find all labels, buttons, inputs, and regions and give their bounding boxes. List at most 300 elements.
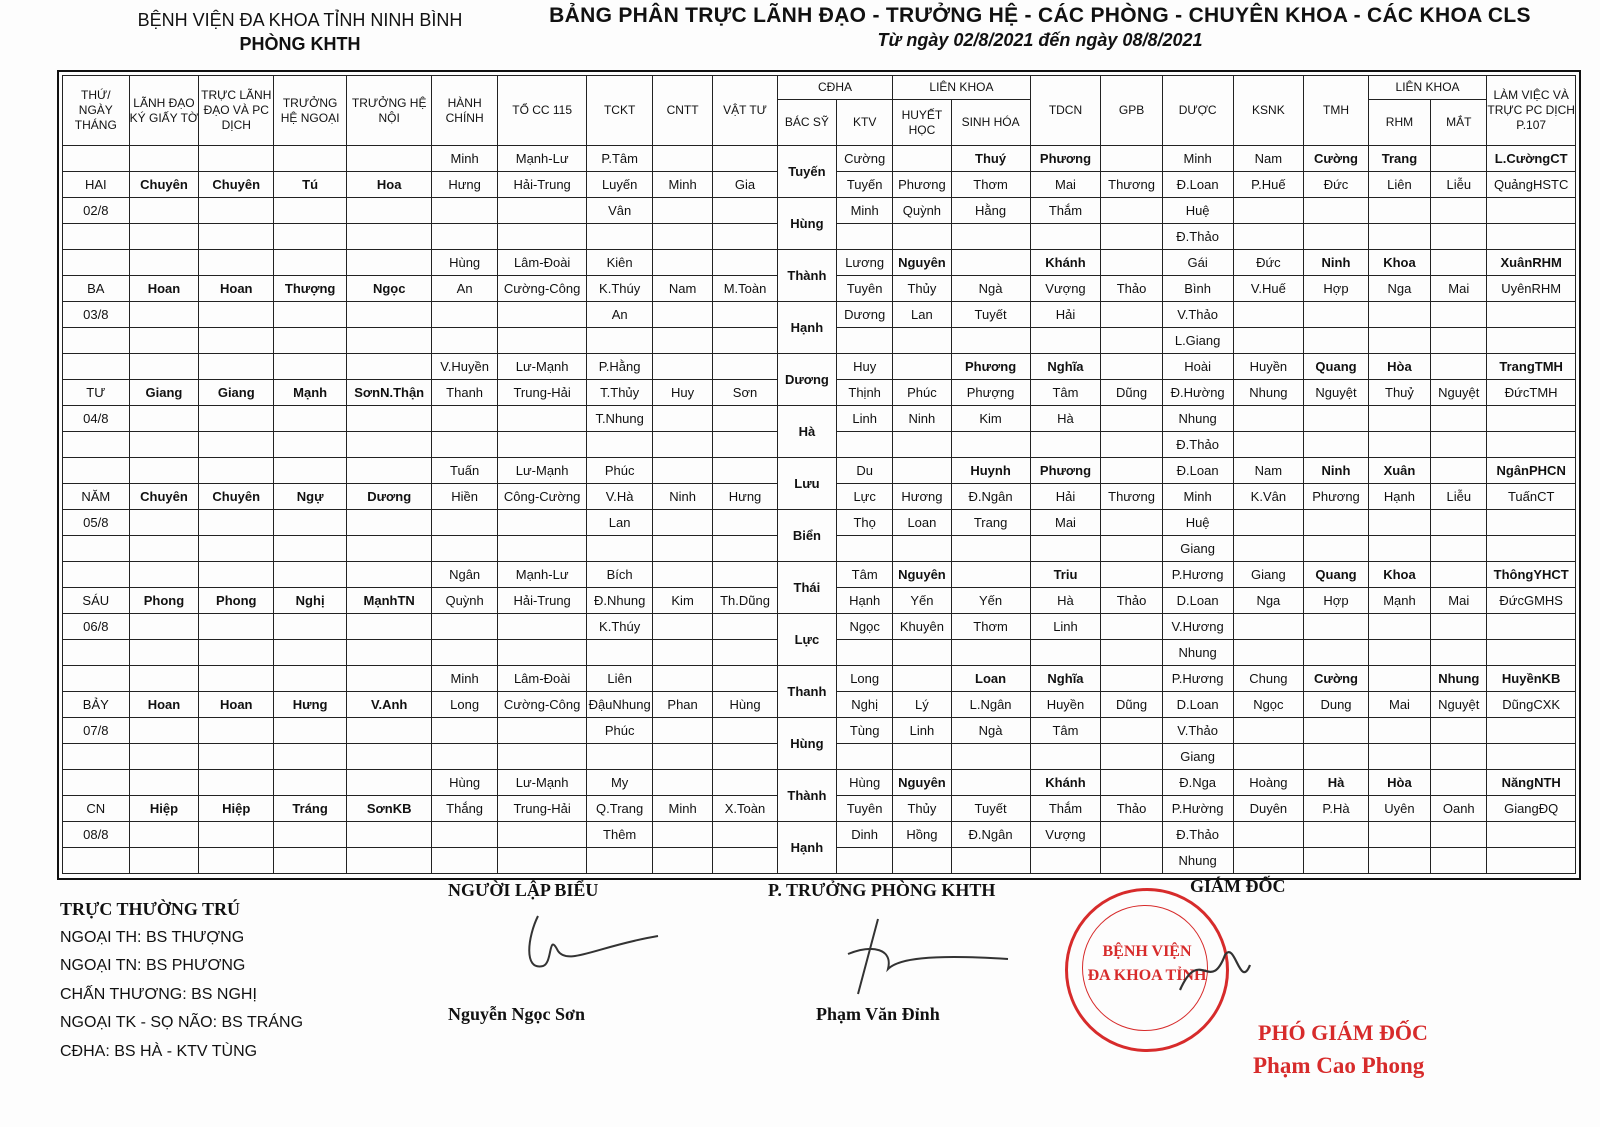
col-leader-duty: TRỰC LÃNH ĐẠO VÀ PC DỊCH bbox=[199, 76, 274, 146]
table-cell bbox=[63, 536, 130, 562]
duty-cell: Đ.Ngân bbox=[951, 484, 1030, 510]
duty-cell: Nam bbox=[652, 276, 712, 302]
duty-cell bbox=[1304, 536, 1369, 562]
duty-cell bbox=[652, 328, 712, 354]
duty-cell: Lương bbox=[837, 250, 893, 276]
duty-cell: ĐứcGMHS bbox=[1487, 588, 1576, 614]
duty-cell: Tuyến bbox=[837, 172, 893, 198]
duty-cell bbox=[951, 224, 1030, 250]
table-cell bbox=[129, 770, 199, 796]
duty-cell: My bbox=[587, 770, 653, 796]
table-cell bbox=[199, 406, 274, 432]
duty-cell bbox=[587, 640, 653, 666]
col-dental: RHM bbox=[1368, 100, 1430, 146]
surgery-head-cell: Tráng bbox=[274, 796, 347, 822]
duty-cell bbox=[713, 744, 778, 770]
duty-cell bbox=[1431, 198, 1487, 224]
col-biochemistry: SINH HÓA bbox=[951, 100, 1030, 146]
table-cell bbox=[347, 666, 432, 692]
duty-cell bbox=[1233, 198, 1304, 224]
duty-cell: Ninh bbox=[1304, 250, 1369, 276]
duty-cell bbox=[652, 718, 712, 744]
duty-cell: Hải-Trung bbox=[497, 588, 586, 614]
duty-cell bbox=[432, 198, 498, 224]
duty-cell: Thuý bbox=[951, 146, 1030, 172]
duty-cell bbox=[652, 536, 712, 562]
internal-head-cell: V.Anh bbox=[347, 692, 432, 718]
duty-cell: Đ.Nga bbox=[1162, 770, 1233, 796]
duty-cell: Nghĩa bbox=[1030, 666, 1101, 692]
duty-cell bbox=[1101, 614, 1162, 640]
imaging-doctor-cell: Hà bbox=[777, 406, 836, 458]
duty-cell: Ngân bbox=[432, 562, 498, 588]
day-date: 06/8 bbox=[63, 614, 130, 640]
duty-cell: Long bbox=[837, 666, 893, 692]
duty-cell: Tuấn bbox=[432, 458, 498, 484]
duty-cell: NgânPHCN bbox=[1487, 458, 1576, 484]
duty-cell bbox=[837, 640, 893, 666]
table-cell bbox=[347, 614, 432, 640]
duty-cell: Th.Dũng bbox=[713, 588, 778, 614]
duty-cell bbox=[652, 458, 712, 484]
duty-cell: V.Hương bbox=[1162, 614, 1233, 640]
duty-cell: Ninh bbox=[652, 484, 712, 510]
duty-cell bbox=[1431, 614, 1487, 640]
duty-cell bbox=[1368, 510, 1430, 536]
table-cell bbox=[347, 302, 432, 328]
duty-cell bbox=[951, 328, 1030, 354]
imaging-doctor-cell: Tuyến bbox=[777, 146, 836, 198]
duty-cell: Thơm bbox=[951, 614, 1030, 640]
duty-cell: Giang bbox=[1162, 536, 1233, 562]
table-cell bbox=[274, 458, 347, 484]
surgery-head-cell: Mạnh bbox=[274, 380, 347, 406]
day-date: 08/8 bbox=[63, 822, 130, 848]
duty-cell bbox=[497, 822, 586, 848]
duty-cell: Nam bbox=[1233, 146, 1304, 172]
leader-sign-cell: Hoan bbox=[129, 692, 199, 718]
duty-cell: Linh bbox=[893, 718, 951, 744]
duty-cell: Đ.Loan bbox=[1162, 458, 1233, 484]
duty-cell bbox=[837, 328, 893, 354]
duty-cell bbox=[1101, 302, 1162, 328]
duty-cell bbox=[1487, 744, 1576, 770]
duty-cell bbox=[1101, 640, 1162, 666]
duty-cell: Hải-Trung bbox=[497, 172, 586, 198]
duty-cell: NăngNTH bbox=[1487, 770, 1576, 796]
table-cell bbox=[199, 536, 274, 562]
col-day: THỨ/ NGÀY THÁNG bbox=[63, 76, 130, 146]
duty-cell bbox=[1233, 406, 1304, 432]
table-cell bbox=[199, 328, 274, 354]
duty-cell bbox=[1304, 640, 1369, 666]
duty-cell: Ngọc bbox=[1233, 692, 1304, 718]
duty-cell bbox=[652, 770, 712, 796]
duty-cell bbox=[1368, 432, 1430, 458]
duty-cell bbox=[713, 328, 778, 354]
table-cell bbox=[129, 822, 199, 848]
col-tdcn: TDCN bbox=[1030, 76, 1101, 146]
table-cell bbox=[129, 536, 199, 562]
duty-cell bbox=[1304, 510, 1369, 536]
duty-cell bbox=[951, 562, 1030, 588]
table-row bbox=[63, 458, 1576, 484]
duty-cell bbox=[1304, 718, 1369, 744]
duty-cell: Gái bbox=[1162, 250, 1233, 276]
table-cell bbox=[199, 822, 274, 848]
table-cell bbox=[63, 432, 130, 458]
duty-cell bbox=[1368, 614, 1430, 640]
duty-cell: Lý bbox=[893, 692, 951, 718]
duty-cell: Huyền bbox=[1030, 692, 1101, 718]
table-cell bbox=[199, 198, 274, 224]
duty-cell: Yến bbox=[951, 588, 1030, 614]
leader-duty-cell: Chuyên bbox=[199, 484, 274, 510]
duty-cell: Thắng bbox=[432, 796, 498, 822]
table-cell bbox=[274, 562, 347, 588]
duty-cell: Lâm-Đoài bbox=[497, 250, 586, 276]
table-cell bbox=[199, 354, 274, 380]
duty-cell: Uyên bbox=[1368, 796, 1430, 822]
duty-cell bbox=[837, 848, 893, 874]
col-gpb: GPB bbox=[1101, 76, 1162, 146]
duty-cell: Thương bbox=[1101, 484, 1162, 510]
duty-cell: Phương bbox=[893, 172, 951, 198]
duty-cell bbox=[1101, 198, 1162, 224]
duty-cell bbox=[652, 250, 712, 276]
duty-cell bbox=[713, 302, 778, 328]
duty-cell: Quang bbox=[1304, 562, 1369, 588]
duty-cell: Ninh bbox=[1304, 458, 1369, 484]
duty-cell bbox=[1368, 536, 1430, 562]
duty-cell: Kiên bbox=[587, 250, 653, 276]
duty-cell: Vượng bbox=[1030, 276, 1101, 302]
duty-cell bbox=[837, 744, 893, 770]
duty-cell: K.Thúy bbox=[587, 614, 653, 640]
duty-cell: Linh bbox=[837, 406, 893, 432]
vice-director-name: Phạm Cao Phong bbox=[1253, 1053, 1425, 1078]
duty-cell: Trung-Hải bbox=[497, 380, 586, 406]
duty-cell bbox=[893, 666, 951, 692]
duty-cell bbox=[1368, 848, 1430, 874]
duty-cell: Ngà bbox=[951, 718, 1030, 744]
surgery-head-cell: Tú bbox=[274, 172, 347, 198]
duty-cell bbox=[1304, 432, 1369, 458]
table-cell bbox=[199, 146, 274, 172]
day-date: 05/8 bbox=[63, 510, 130, 536]
duty-cell: Mai bbox=[1431, 276, 1487, 302]
table-cell bbox=[129, 458, 199, 484]
duty-cell: Du bbox=[837, 458, 893, 484]
duty-cell: L.CườngCT bbox=[1487, 146, 1576, 172]
duty-cell: Ngà bbox=[951, 276, 1030, 302]
note-line: NGOẠI TN: BS PHƯƠNG bbox=[60, 957, 246, 974]
duty-cell: Long bbox=[432, 692, 498, 718]
duty-cell bbox=[1431, 770, 1487, 796]
duty-cell: Đ.Hường bbox=[1162, 380, 1233, 406]
imaging-doctor-cell: Biển bbox=[777, 510, 836, 562]
duty-cell: Loan bbox=[951, 666, 1030, 692]
table-cell bbox=[274, 744, 347, 770]
deputy-title: P. TRƯỞNG PHÒNG KHTH bbox=[768, 880, 996, 900]
duty-cell bbox=[893, 224, 951, 250]
duty-cell bbox=[652, 432, 712, 458]
duty-cell: Hạnh bbox=[1368, 484, 1430, 510]
duty-cell: P.Huế bbox=[1233, 172, 1304, 198]
imaging-doctor-cell: Lực bbox=[777, 614, 836, 666]
duty-cell bbox=[432, 302, 498, 328]
duty-cell bbox=[1487, 302, 1576, 328]
duty-cell: Oanh bbox=[1431, 796, 1487, 822]
duty-cell: Liên bbox=[1368, 172, 1430, 198]
duty-cell bbox=[497, 432, 586, 458]
duty-cell bbox=[497, 406, 586, 432]
table-row bbox=[63, 510, 1576, 536]
duty-cell: Kim bbox=[951, 406, 1030, 432]
duty-cell: Phan bbox=[652, 692, 712, 718]
table-cell bbox=[274, 822, 347, 848]
duty-cell bbox=[652, 198, 712, 224]
table-cell bbox=[274, 432, 347, 458]
duty-cell: Mai bbox=[1368, 692, 1430, 718]
table-cell bbox=[347, 406, 432, 432]
duty-cell: Minh bbox=[1162, 146, 1233, 172]
note-line: NGOẠI TH: BS THƯỢNG bbox=[60, 928, 245, 946]
table-cell bbox=[129, 146, 199, 172]
duty-cell bbox=[432, 432, 498, 458]
col-covid-duty: LÀM VIỆC VÀ TRỰC PC DỊCH P.107 bbox=[1487, 76, 1576, 146]
duty-cell: Triu bbox=[1030, 562, 1101, 588]
duty-cell: Hải bbox=[1030, 484, 1101, 510]
day-name: TƯ bbox=[63, 380, 130, 406]
duty-cell bbox=[1304, 302, 1369, 328]
col-internal-head: TRƯỞNG HỆ NỘI bbox=[347, 76, 432, 146]
table-cell bbox=[63, 562, 130, 588]
duty-cell bbox=[1233, 848, 1304, 874]
duty-cell bbox=[1101, 224, 1162, 250]
duty-cell: Liên bbox=[587, 666, 653, 692]
duty-cell: Nam bbox=[1233, 458, 1304, 484]
duty-cell bbox=[1304, 224, 1369, 250]
duty-cell: Chung bbox=[1233, 666, 1304, 692]
duty-cell: Đ.Thảo bbox=[1162, 822, 1233, 848]
duty-cell bbox=[713, 458, 778, 484]
duty-cell: Phương bbox=[951, 354, 1030, 380]
duty-cell bbox=[1368, 302, 1430, 328]
duty-cell: Khánh bbox=[1030, 770, 1101, 796]
duty-cell bbox=[652, 822, 712, 848]
duty-cell: An bbox=[587, 302, 653, 328]
duty-cell: Mai bbox=[1431, 588, 1487, 614]
duty-cell: Hiền bbox=[432, 484, 498, 510]
duty-cell: Lan bbox=[587, 510, 653, 536]
duty-cell: T.Thủy bbox=[587, 380, 653, 406]
duty-cell: Lư-Mạnh bbox=[497, 770, 586, 796]
duty-cell: V.Huế bbox=[1233, 276, 1304, 302]
duty-cell bbox=[1101, 666, 1162, 692]
day-name: CN bbox=[63, 796, 130, 822]
duty-cell: Quỳnh bbox=[893, 198, 951, 224]
duty-cell bbox=[1487, 406, 1576, 432]
duty-cell bbox=[1101, 146, 1162, 172]
duty-cell bbox=[1431, 744, 1487, 770]
table-cell bbox=[63, 146, 130, 172]
duty-cell: P.Hương bbox=[1162, 666, 1233, 692]
duty-cell bbox=[1431, 822, 1487, 848]
duty-cell: Lư-Mạnh bbox=[497, 458, 586, 484]
internal-head-cell: MạnhTN bbox=[347, 588, 432, 614]
duty-cell bbox=[951, 536, 1030, 562]
leader-sign-cell: Hoan bbox=[129, 276, 199, 302]
duty-cell: Vượng bbox=[1030, 822, 1101, 848]
duty-cell: Hoài bbox=[1162, 354, 1233, 380]
duty-cell: Mạnh bbox=[1368, 588, 1430, 614]
duty-cell: Liễu bbox=[1431, 484, 1487, 510]
duty-cell: Hương bbox=[893, 484, 951, 510]
duty-cell: Hòa bbox=[1368, 354, 1430, 380]
duty-cell bbox=[652, 848, 712, 874]
duty-cell: Liễu bbox=[1431, 172, 1487, 198]
internal-head-cell: Dương bbox=[347, 484, 432, 510]
table-cell bbox=[63, 328, 130, 354]
table-cell bbox=[129, 224, 199, 250]
table-cell bbox=[199, 640, 274, 666]
duty-cell: Minh bbox=[432, 146, 498, 172]
duty-cell: Đ.Thảo bbox=[1162, 432, 1233, 458]
duty-cell: Bích bbox=[587, 562, 653, 588]
table-row bbox=[63, 354, 1576, 380]
table-cell bbox=[63, 848, 130, 874]
day-name: NĂM bbox=[63, 484, 130, 510]
duty-cell: Nghĩa bbox=[1030, 354, 1101, 380]
duty-cell bbox=[1233, 614, 1304, 640]
duty-cell: Minh bbox=[652, 796, 712, 822]
duty-cell bbox=[893, 146, 951, 172]
duty-cell bbox=[1101, 328, 1162, 354]
table-cell bbox=[199, 614, 274, 640]
duty-cell: Dũng bbox=[1101, 692, 1162, 718]
col-emergency-115: TỔ CC 115 bbox=[497, 76, 586, 146]
table-cell bbox=[199, 302, 274, 328]
duty-cell bbox=[1487, 510, 1576, 536]
duty-cell: Hưng bbox=[432, 172, 498, 198]
duty-cell: Huynh bbox=[951, 458, 1030, 484]
duty-cell: Giang bbox=[1233, 562, 1304, 588]
duty-cell bbox=[652, 354, 712, 380]
leader-duty-cell: Phong bbox=[199, 588, 274, 614]
duty-cell: Phúc bbox=[893, 380, 951, 406]
duty-cell bbox=[1368, 328, 1430, 354]
duty-cell: Huệ bbox=[1162, 198, 1233, 224]
duty-cell: Quang bbox=[1304, 354, 1369, 380]
duty-cell bbox=[713, 354, 778, 380]
duty-cell: Tâm bbox=[1030, 380, 1101, 406]
duty-cell bbox=[1101, 822, 1162, 848]
duty-cell bbox=[951, 640, 1030, 666]
duty-cell: Tuyên bbox=[837, 276, 893, 302]
surgery-head-cell: Hưng bbox=[274, 692, 347, 718]
leader-duty-cell: Chuyên bbox=[199, 172, 274, 198]
col-imaging: CĐHA bbox=[777, 76, 893, 100]
duty-cell: Tùng bbox=[837, 718, 893, 744]
imaging-doctor-cell: Hùng bbox=[777, 198, 836, 250]
duty-cell: Nhung bbox=[1233, 380, 1304, 406]
duty-cell bbox=[1487, 718, 1576, 744]
duty-cell: Giang bbox=[1162, 744, 1233, 770]
duty-cell bbox=[1030, 432, 1101, 458]
table-cell bbox=[347, 718, 432, 744]
duty-cell: Quỳnh bbox=[432, 588, 498, 614]
duty-cell: Nhung bbox=[1431, 666, 1487, 692]
duty-cell: Thảo bbox=[1101, 276, 1162, 302]
duty-cell bbox=[1487, 328, 1576, 354]
table-cell bbox=[199, 510, 274, 536]
duty-cell: Nguyệt bbox=[1304, 380, 1369, 406]
duty-cell: Mai bbox=[1030, 172, 1101, 198]
duty-cell: X.Toàn bbox=[713, 796, 778, 822]
col-ksnk: KSNK bbox=[1233, 76, 1304, 146]
duty-cell bbox=[1101, 770, 1162, 796]
duty-cell bbox=[1487, 536, 1576, 562]
duty-cell: Tâm bbox=[1030, 718, 1101, 744]
duty-cell bbox=[1304, 822, 1369, 848]
duty-cell: Hợp bbox=[1304, 588, 1369, 614]
table-cell bbox=[63, 354, 130, 380]
table-cell bbox=[129, 666, 199, 692]
table-row bbox=[63, 822, 1576, 848]
duty-cell bbox=[1487, 224, 1576, 250]
duty-cell: Trung-Hải bbox=[497, 796, 586, 822]
duty-cell bbox=[713, 614, 778, 640]
duty-cell: Thịnh bbox=[837, 380, 893, 406]
duty-cell bbox=[1233, 718, 1304, 744]
duty-cell bbox=[1030, 328, 1101, 354]
duty-cell: GiangĐQ bbox=[1487, 796, 1576, 822]
duty-cell bbox=[1233, 510, 1304, 536]
duty-cell: Trang bbox=[1368, 146, 1430, 172]
date-range: Từ ngày 02/8/2021 đến ngày 08/8/2021 bbox=[877, 30, 1203, 50]
table-cell bbox=[274, 224, 347, 250]
table-cell bbox=[129, 718, 199, 744]
table-cell bbox=[347, 822, 432, 848]
col-it: CNTT bbox=[652, 76, 712, 146]
col-admin: HÀNH CHÍNH bbox=[432, 76, 498, 146]
duty-cell: P.Hà bbox=[1304, 796, 1369, 822]
table-cell bbox=[199, 250, 274, 276]
duty-cell bbox=[1101, 432, 1162, 458]
duty-cell bbox=[1431, 432, 1487, 458]
duty-cell bbox=[432, 510, 498, 536]
duty-cell bbox=[1431, 510, 1487, 536]
table-cell bbox=[347, 770, 432, 796]
duty-cell: Đ.Nhung bbox=[587, 588, 653, 614]
col-finance: TCKT bbox=[587, 76, 653, 146]
table-cell bbox=[274, 666, 347, 692]
duty-cell bbox=[1233, 432, 1304, 458]
preparer-title: NGƯỜI LẬP BIỂU bbox=[448, 880, 599, 900]
table-cell bbox=[347, 328, 432, 354]
duty-cell: Công-Cường bbox=[497, 484, 586, 510]
duty-cell: V.Thảo bbox=[1162, 718, 1233, 744]
duty-cell: Nhung bbox=[1162, 406, 1233, 432]
table-cell bbox=[347, 510, 432, 536]
duty-cell: P.Tâm bbox=[587, 146, 653, 172]
vice-director-title: PHÓ GIÁM ĐỐC bbox=[1258, 1020, 1428, 1045]
duty-cell: ĐậuNhung bbox=[587, 692, 653, 718]
deputy-signature bbox=[768, 880, 1028, 1025]
table-row bbox=[63, 146, 1576, 172]
duty-cell bbox=[713, 198, 778, 224]
